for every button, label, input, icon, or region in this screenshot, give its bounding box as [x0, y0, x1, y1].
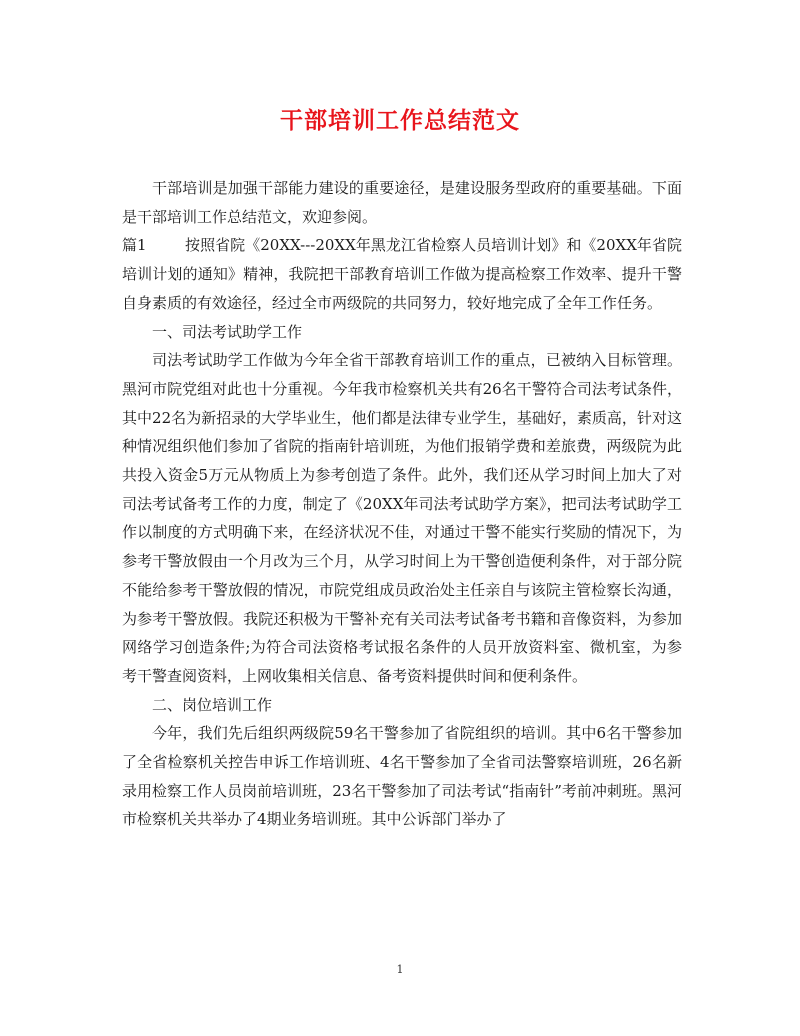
document-body: [122, 174, 682, 834]
intro-paragraph: 干部培训是加强干部能力建设的重要途径，是建设服务型政府的重要基础。下面是干部培训工作总结范文，欢迎参阅。: [122, 179, 682, 226]
article-paragraph-text: 按照省院《20XX---20XX年黑龙江省检察人员培训计划》和《20XX年省院培训计划的通知》精神，我院把干部教育培训工作做为提高检察工作效率、提升干警自身素质的有效途径，经过全市两级院的共同努力，较好地完成了全年工作任务。: [122, 236, 682, 312]
section-heading-1: 一、司法考试助学工作: [152, 322, 303, 341]
article-paragraph: [122, 231, 682, 317]
document-title: 干部培训工作总结范文: [280, 107, 520, 134]
section-heading-2: 二、岗位培训工作: [152, 695, 273, 714]
section-2-paragraph: 今年，我们先后组织两级院59名干警参加了省院组织的培训。其中6名干警参加了全省检察机关控告申诉工作培训班、4名干警参加了全省司法警察培训班，26名新录用检察工作人员岗前培训班，23名干警参加了司法考试“指南针”考前冲刺班。黑河市检察机关共举办了4期业务培训班。其中公诉部门举办了: [122, 724, 682, 829]
article-number-label: 篇1: [122, 236, 147, 255]
page-number: 1: [396, 963, 404, 976]
section-1-paragraph: 司法考试助学工作做为今年全省干部教育培训工作的重点，已被纳入目标管理。黑河市院党组对此也十分重视。今年我市检察机关共有26名干警符合司法考试条件，其中22名为新招录的大学毕业生，他们都是法律专业学生，基础好，素质高，针对这种情况组织他们参加了省院的指南针培训班，为他们报销学费和差旅费，两级院为此共投入资金5万元从物质上为参考创造了条件。此外，我们还从学习时间上加大了对司法考试备考工作的力度，制定了《20XX年司法考试助学方案》，把司法考试助学工作以制度的方式明确下来，在经济状况不佳，对通过干警不能实行奖励的情况下，为参考干警放假由一个月改为三个月，从学习时间上为干警创造便利条件，对于部分院不能给参考干警放假的情况，市院党组成员政治处主任亲自与该院主管检察长沟通，为参考干警放假。我院还积极为干警补充有关司法考试备考书籍和音像资料，为参加网络学习创造条件;为符合司法资格考试报名条件的人员开放资料室、微机室，为参考干警查阅资料，上网收集相关信息、备考资料提供时间和便利条件。: [122, 351, 682, 685]
